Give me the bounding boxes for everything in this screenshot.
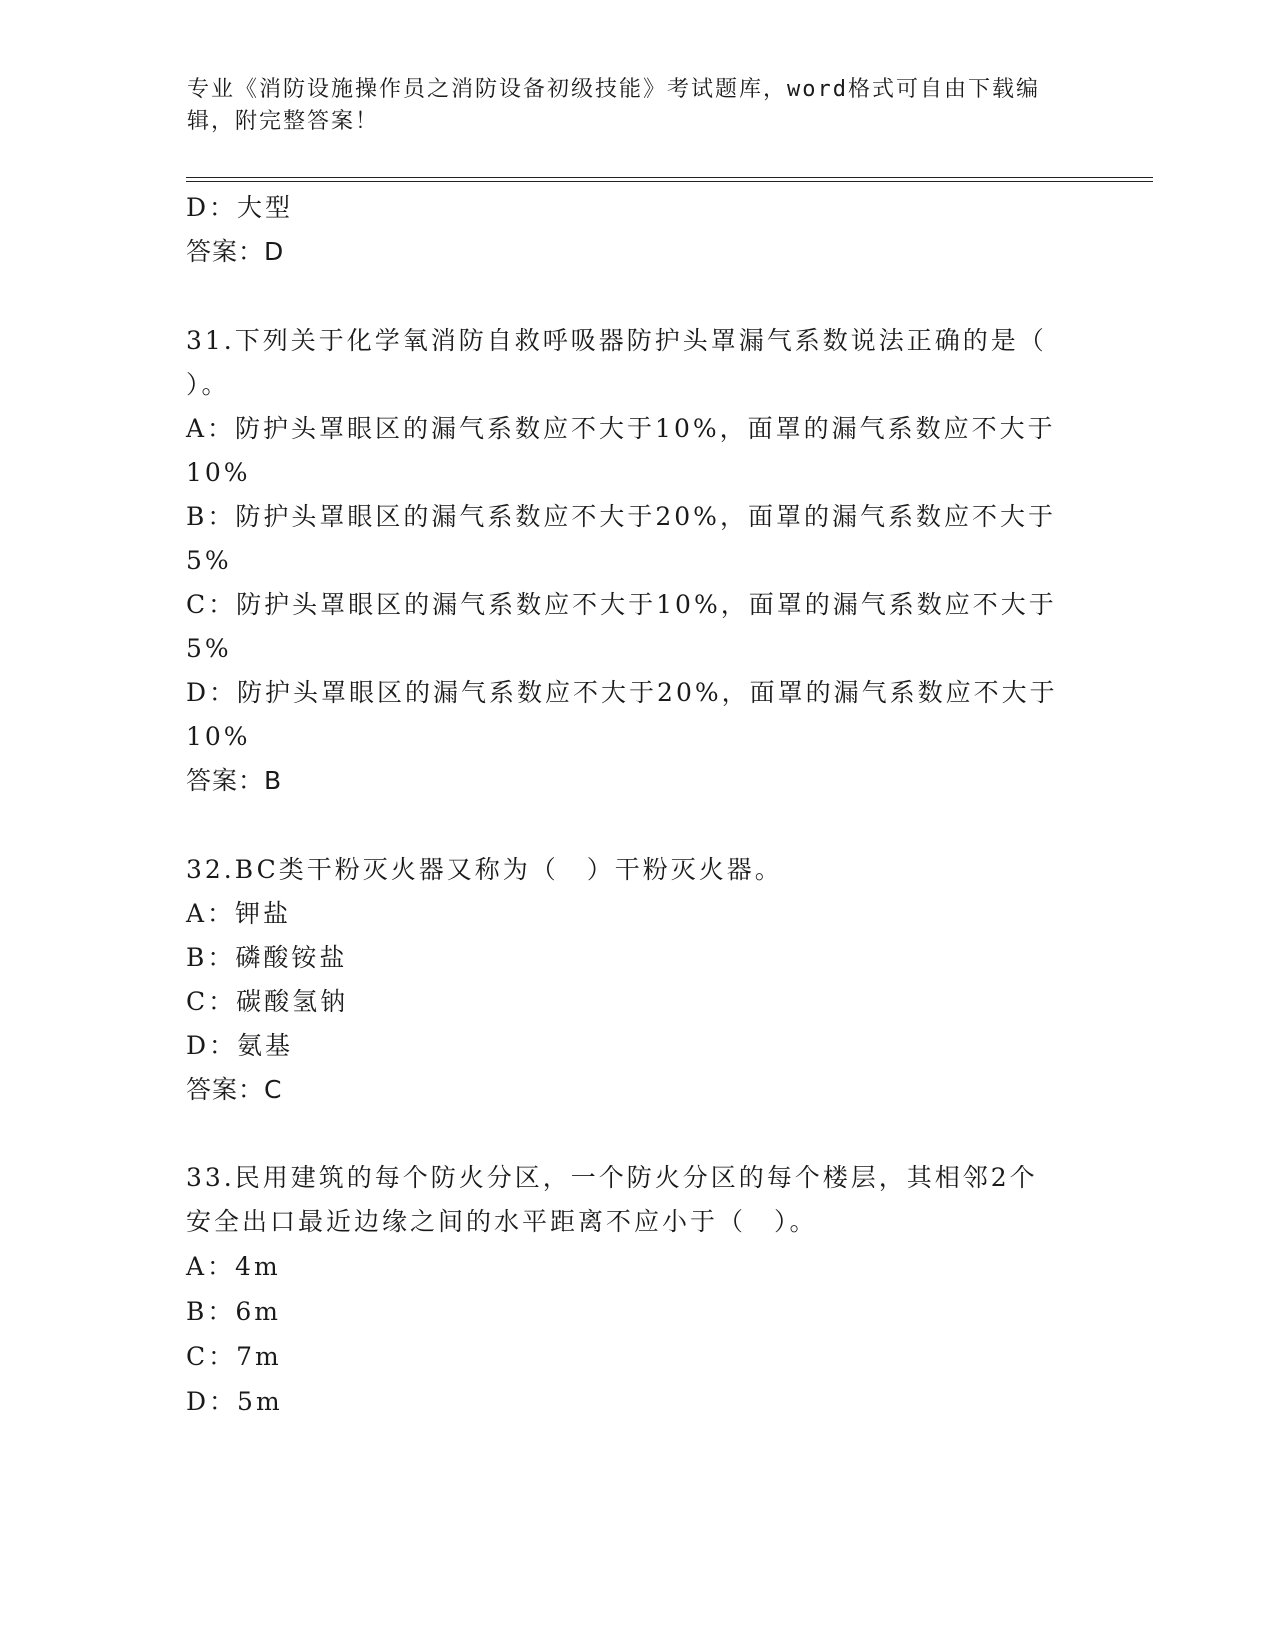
header-line-1: 专业《消防设施操作员之消防设备初级技能》考试题库，word格式可自由下载编 <box>187 77 1040 102</box>
prev-answer: 答案：D <box>186 237 285 266</box>
q31-option-d-line-2: 10% <box>186 722 251 751</box>
q31-option-c-line-2: 5% <box>186 634 232 663</box>
q32-stem: 32.BC类干粉灭火器又称为（ ）干粉灭火器。 <box>186 855 783 884</box>
q31-option-a-line-1: A：防护头罩眼区的漏气系数应不大于10%，面罩的漏气系数应不大于 <box>186 414 1056 443</box>
q31-option-a-line-2: 10% <box>186 458 251 487</box>
q33-option-d: D：5m <box>186 1387 283 1416</box>
q33-stem-line-2: 安全出口最近边缘之间的水平距离不应小于（ ）。 <box>186 1207 818 1236</box>
q33-option-a: A：4m <box>186 1252 281 1281</box>
q31-option-b-line-1: B：防护头罩眼区的漏气系数应不大于20%，面罩的漏气系数应不大于 <box>186 502 1056 531</box>
q31-answer: 答案：B <box>186 766 283 795</box>
q32-answer: 答案：C <box>186 1075 283 1104</box>
header-rule-bottom <box>186 181 1153 182</box>
q31-option-c-line-1: C：防护头罩眼区的漏气系数应不大于10%，面罩的漏气系数应不大于 <box>186 590 1057 619</box>
header-rule-top <box>186 177 1153 178</box>
page-header <box>187 74 1067 138</box>
q31-option-d-line-1: D：防护头罩眼区的漏气系数应不大于20%，面罩的漏气系数应不大于 <box>186 678 1058 707</box>
q32-option-a: A：钾盐 <box>186 899 292 928</box>
q31-stem-line-1: 31.下列关于化学氧消防自救呼吸器防护头罩漏气系数说法正确的是（ <box>186 326 1047 355</box>
q33-stem-line-1: 33.民用建筑的每个防火分区，一个防火分区的每个楼层，其相邻2个 <box>186 1163 1038 1192</box>
q33-option-c: C：7m <box>186 1342 282 1371</box>
q32-option-d: D：氨基 <box>186 1031 294 1060</box>
q31-stem-line-2: ）。 <box>186 370 230 399</box>
q32-option-b: B：磷酸铵盐 <box>186 943 348 972</box>
prev-option-d: D：大型 <box>186 193 294 222</box>
q33-option-b: B：6m <box>186 1297 281 1326</box>
header-line-2: 辑，附完整答案！ <box>187 109 380 134</box>
q32-option-c: C：碳酸氢钠 <box>186 987 349 1016</box>
q31-option-b-line-2: 5% <box>186 546 232 575</box>
